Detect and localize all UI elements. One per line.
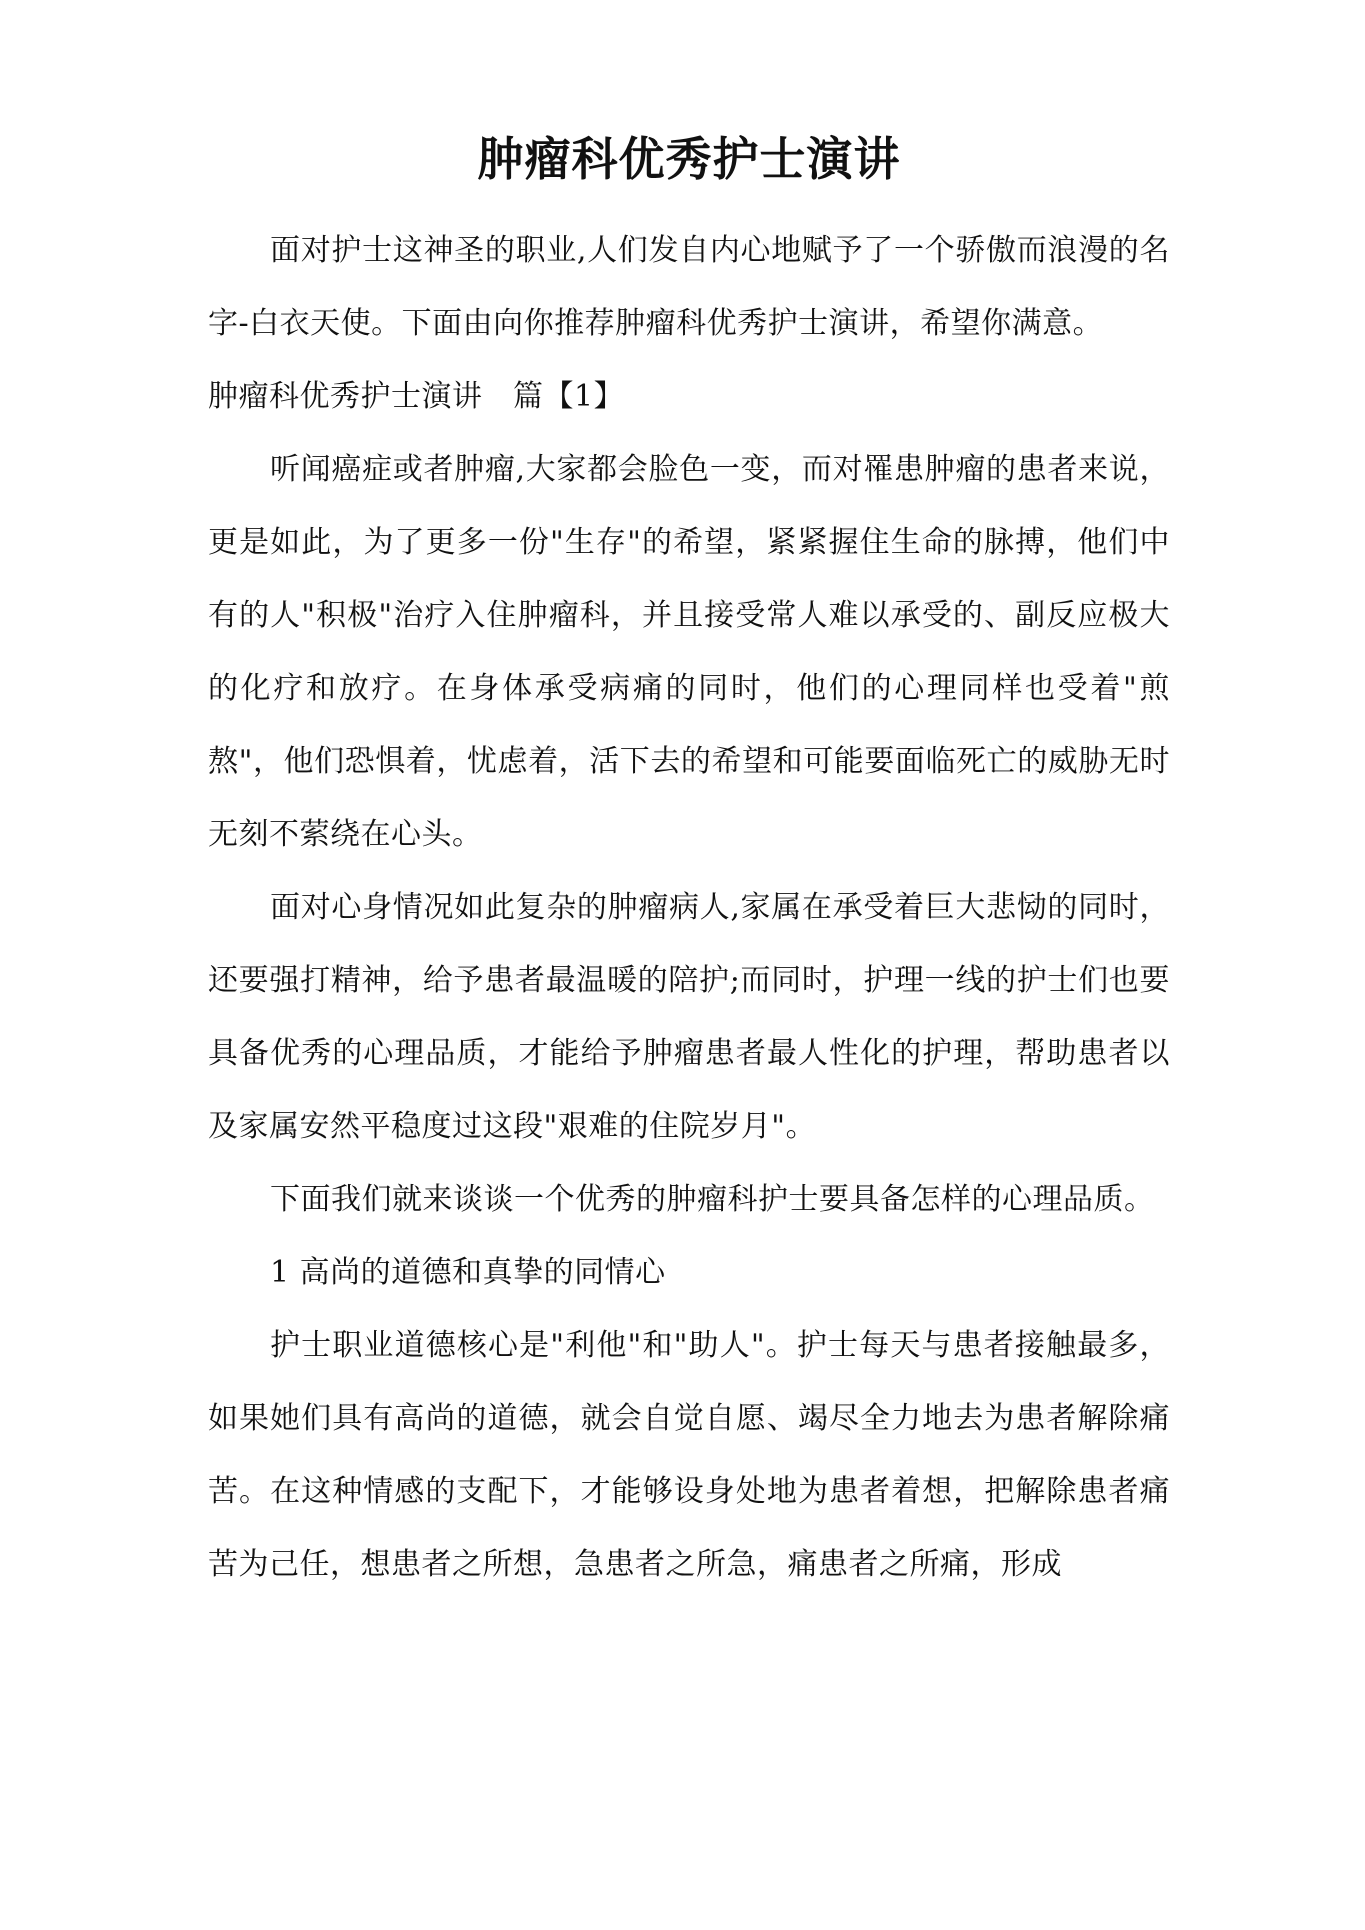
body-paragraph-4: 护士职业道德核心是"利他"和"助人"。护士每天与患者接触最多，如果她们具有高尚的道德，就会自觉自愿、竭尽全力地去为患者解除痛苦。在这种情感的支配下，才能够设身处地为患者着想，把解除患者痛苦为己任，想患者之所想，急患者之所急，痛患者之所痛，形成 [208,1328,1170,1582]
intro-paragraph: 面对护士这神圣的职业,人们发自内心地赋予了一个骄傲而浪漫的名字-白衣天使。下面由向你推荐肿瘤科优秀护士演讲，希望你满意。 [208,233,1170,341]
body-paragraph-1: 听闻癌症或者肿瘤,大家都会脸色一变，而对罹患肿瘤的患者来说，更是如此，为了更多一份"生存"的希望，紧紧握住生命的脉搏，他们中有的人"积极"治疗入住肿瘤科，并且接受常人难以承受的、副反应极大的化疗和放疗。在身体承受病痛的同时，他们的心理同样也受着"煎熬"，他们恐惧着，忧虑着，活下去的希望和可能要面临死亡的威胁无时无刻不萦绕在心头。 [208,452,1170,852]
body-paragraph-3: 下面我们就来谈谈一个优秀的肿瘤科护士要具备怎样的心理品质。 [270,1182,1155,1217]
section-heading: 肿瘤科优秀护士演讲 篇【1】 [208,379,625,414]
sub-heading-1: 1 高尚的道德和真挚的同情心 [270,1255,666,1290]
document-body [208,122,1170,1601]
body-paragraph-2: 面对心身情况如此复杂的肿瘤病人,家属在承受着巨大悲恸的同时，还要强打精神，给予患者最温暖的陪护;而同时，护理一线的护士们也要具备优秀的心理品质，才能给予肿瘤患者最人性化的护理，帮助患者以及家属安然平稳度过这段"艰难的住院岁月"。 [208,890,1170,1144]
document-title: 肿瘤科优秀护士演讲 [477,132,901,186]
